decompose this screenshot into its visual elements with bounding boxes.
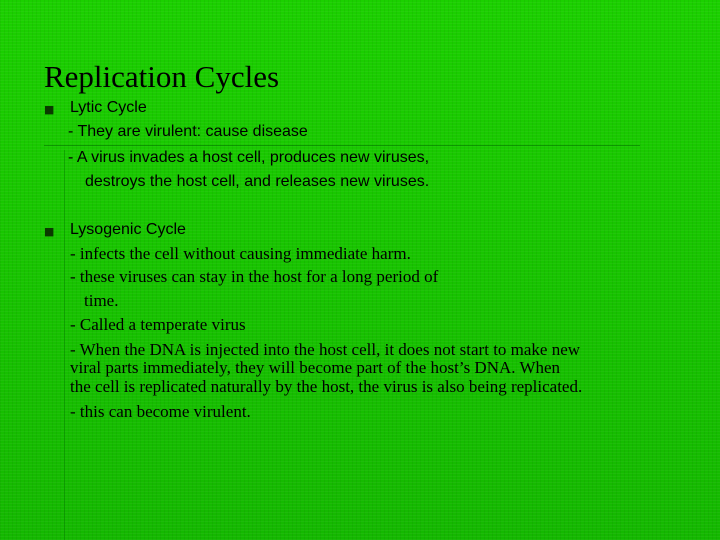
square-bullet-icon: ■ xyxy=(44,225,55,238)
lysogenic-line-8: - this can become virulent. xyxy=(70,402,251,421)
lysogenic-line-4: - Called a temperate virus xyxy=(70,315,246,334)
decorative-vertical-line xyxy=(64,150,65,540)
lysogenic-line-6: viral parts immediately, they will become part of the host’s DNA. When xyxy=(70,358,561,377)
divider-line xyxy=(44,145,640,146)
lysogenic-line-1: - infects the cell without causing immediate harm. xyxy=(70,244,411,263)
lytic-line-3: destroys the host cell, and releases new viruses. xyxy=(85,173,430,190)
slide-title: Replication Cycles xyxy=(44,59,280,94)
lysogenic-line-7: the cell is replicated naturally by the host, the virus is also being replicated. xyxy=(70,377,583,396)
lysogenic-cycle-heading: Lysogenic Cycle xyxy=(70,221,186,238)
lysogenic-line-3: time. xyxy=(84,291,119,310)
square-bullet-icon: ■ xyxy=(44,103,55,116)
lysogenic-line-5: - When the DNA is injected into the host cell, it does not start to make new xyxy=(70,340,581,359)
lytic-line-2: - A virus invades a host cell, produces new viruses, xyxy=(68,149,430,166)
lysogenic-line-2: - these viruses can stay in the host for a long period of xyxy=(70,267,439,286)
lytic-line-1: - They are virulent: cause disease xyxy=(68,123,308,140)
lytic-cycle-heading: Lytic Cycle xyxy=(70,99,147,116)
